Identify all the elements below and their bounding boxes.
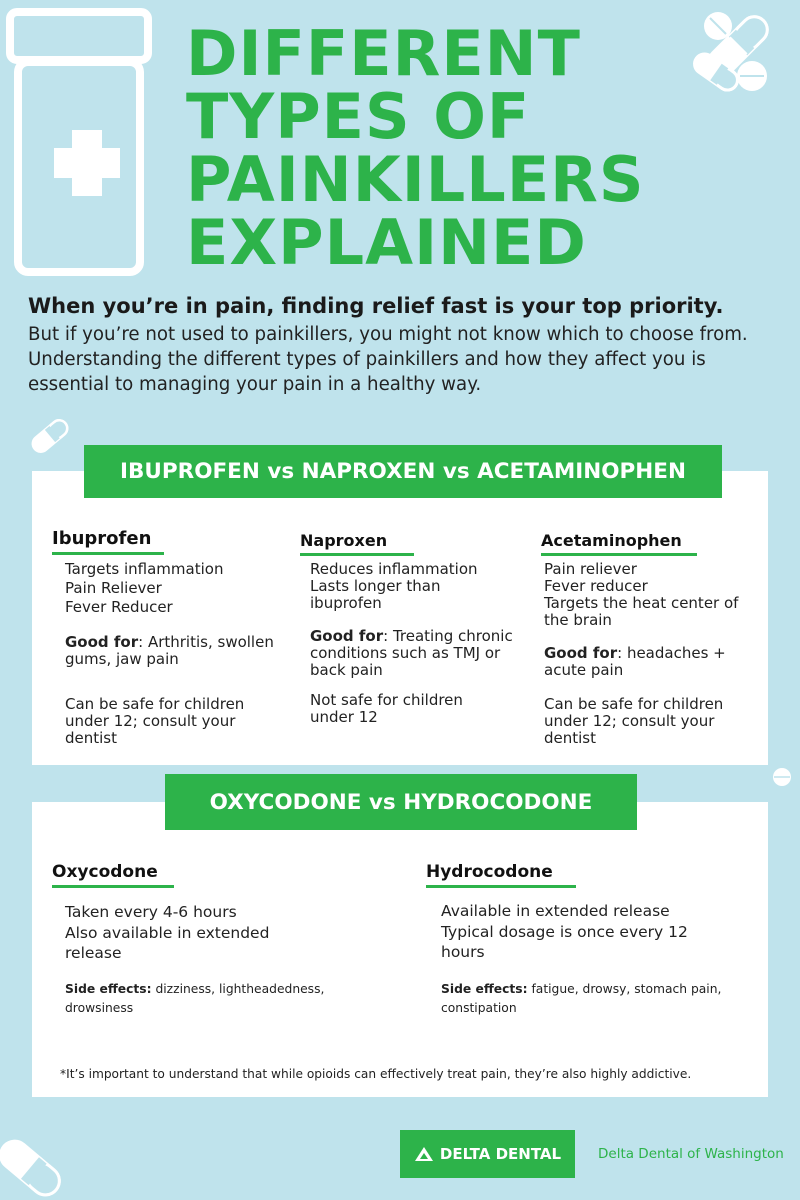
- delta-triangle-icon: [414, 1146, 434, 1162]
- property-line: Fever reducer: [544, 577, 648, 595]
- logo-text: DELTA DENTAL: [439, 1145, 562, 1163]
- property-line: Reduces inflammation: [310, 560, 478, 578]
- acetaminophen-heading: [541, 531, 697, 556]
- ibuprofen-properties: [65, 560, 280, 617]
- side-effects-text: dizziness, lightheadedness, drowsiness: [65, 982, 325, 1015]
- title-line: PAINKILLERS: [186, 143, 645, 216]
- ibuprofen-name: Ibuprofen: [52, 528, 152, 549]
- good-for-label: Good for: [310, 627, 384, 645]
- side-effects-label: Side effects:: [441, 982, 528, 996]
- tablet-icon: [773, 768, 791, 786]
- oxycodone-name: Oxycodone: [52, 862, 158, 882]
- oxycodone-heading: [52, 862, 174, 888]
- section-banner-opioids: OXYCODONE vs HYDROCODONE: [165, 774, 637, 830]
- opioid-footnote: *It’s important to understand that while opioids can effectively treat pain, they’re also highly addictive.: [60, 1067, 692, 1081]
- title-line: DIFFERENT: [186, 17, 581, 90]
- acetaminophen-name: Acetaminophen: [541, 531, 682, 550]
- naproxen-properties: [310, 561, 510, 612]
- acetaminophen-safety: Can be safe for children under 12; consult your dentist: [544, 695, 724, 747]
- oxycodone-side-effects: [65, 980, 355, 1018]
- heading-underline: [541, 553, 697, 556]
- naproxen-heading: [300, 531, 414, 556]
- property-line: Targets inflammation: [65, 560, 224, 578]
- property-line: Available in extended release: [441, 902, 670, 920]
- good-for-text: : Treating chronic conditions such as TMJ or back pain: [310, 627, 513, 679]
- intro-body: But if you’re not used to painkillers, you might not know which to choose from. Understanding the different types of painkillers and how they affect you is essential to managing your pain in a healthy way.: [28, 324, 748, 395]
- ibuprofen-safety: Can be safe for children under 12; consult your dentist: [65, 695, 245, 747]
- property-line: Pain Reliever: [65, 579, 162, 597]
- title-line: EXPLAINED: [186, 206, 587, 279]
- organization-name: Delta Dental of Washington: [598, 1146, 784, 1162]
- naproxen-good-for: [310, 628, 515, 679]
- naproxen-safety: Not safe for children under 12: [310, 691, 463, 726]
- acetaminophen-properties: [544, 561, 754, 629]
- property-line: Pain reliever: [544, 560, 637, 578]
- property-line: Typical dosage is once every 12 hours: [441, 922, 688, 961]
- delta-dental-logo[interactable]: [400, 1130, 575, 1178]
- property-line: Lasts longer than ibuprofen: [310, 577, 441, 612]
- property-line: Targets the heat center of the brain: [544, 594, 739, 629]
- page-title: [186, 17, 786, 279]
- oxycodone-properties: [65, 902, 325, 964]
- property-line: Taken every 4-6 hours: [65, 903, 237, 921]
- acetaminophen-good-for: [544, 645, 754, 679]
- property-line: Fever Reducer: [65, 598, 173, 616]
- side-effects-label: Side effects:: [65, 982, 152, 996]
- property-line: Also available in extended release: [65, 923, 270, 962]
- good-for-text: : Arthritis, swollen gums, jaw pain: [65, 633, 274, 668]
- ibuprofen-good-for: [65, 634, 280, 668]
- hydrocodone-heading: [426, 862, 576, 888]
- naproxen-name: Naproxen: [300, 531, 388, 550]
- ibuprofen-heading: [52, 528, 164, 555]
- capsule-icon: [30, 417, 71, 455]
- side-effects-text: fatigue, drowsy, stomach pain, constipation: [441, 982, 722, 1015]
- medical-cross-icon: [54, 130, 120, 196]
- hydrocodone-properties: [441, 901, 711, 963]
- section-banner-otc: IBUPROFEN vs NAPROXEN vs ACETAMINOPHEN: [84, 445, 722, 498]
- intro-lead: When you’re in pain, finding relief fast is your top priority.: [28, 294, 724, 318]
- hydrocodone-name: Hydrocodone: [426, 862, 553, 882]
- heading-underline: [52, 552, 164, 555]
- heading-underline: [52, 885, 174, 888]
- hydrocodone-side-effects: [441, 980, 741, 1018]
- heading-underline: [300, 553, 414, 556]
- good-for-text: : headaches + acute pain: [544, 644, 726, 679]
- good-for-label: Good for: [65, 633, 139, 651]
- title-line: TYPES OF: [186, 80, 531, 153]
- heading-underline: [426, 885, 576, 888]
- good-for-label: Good for: [544, 644, 618, 662]
- capsule-icon: [0, 1135, 65, 1200]
